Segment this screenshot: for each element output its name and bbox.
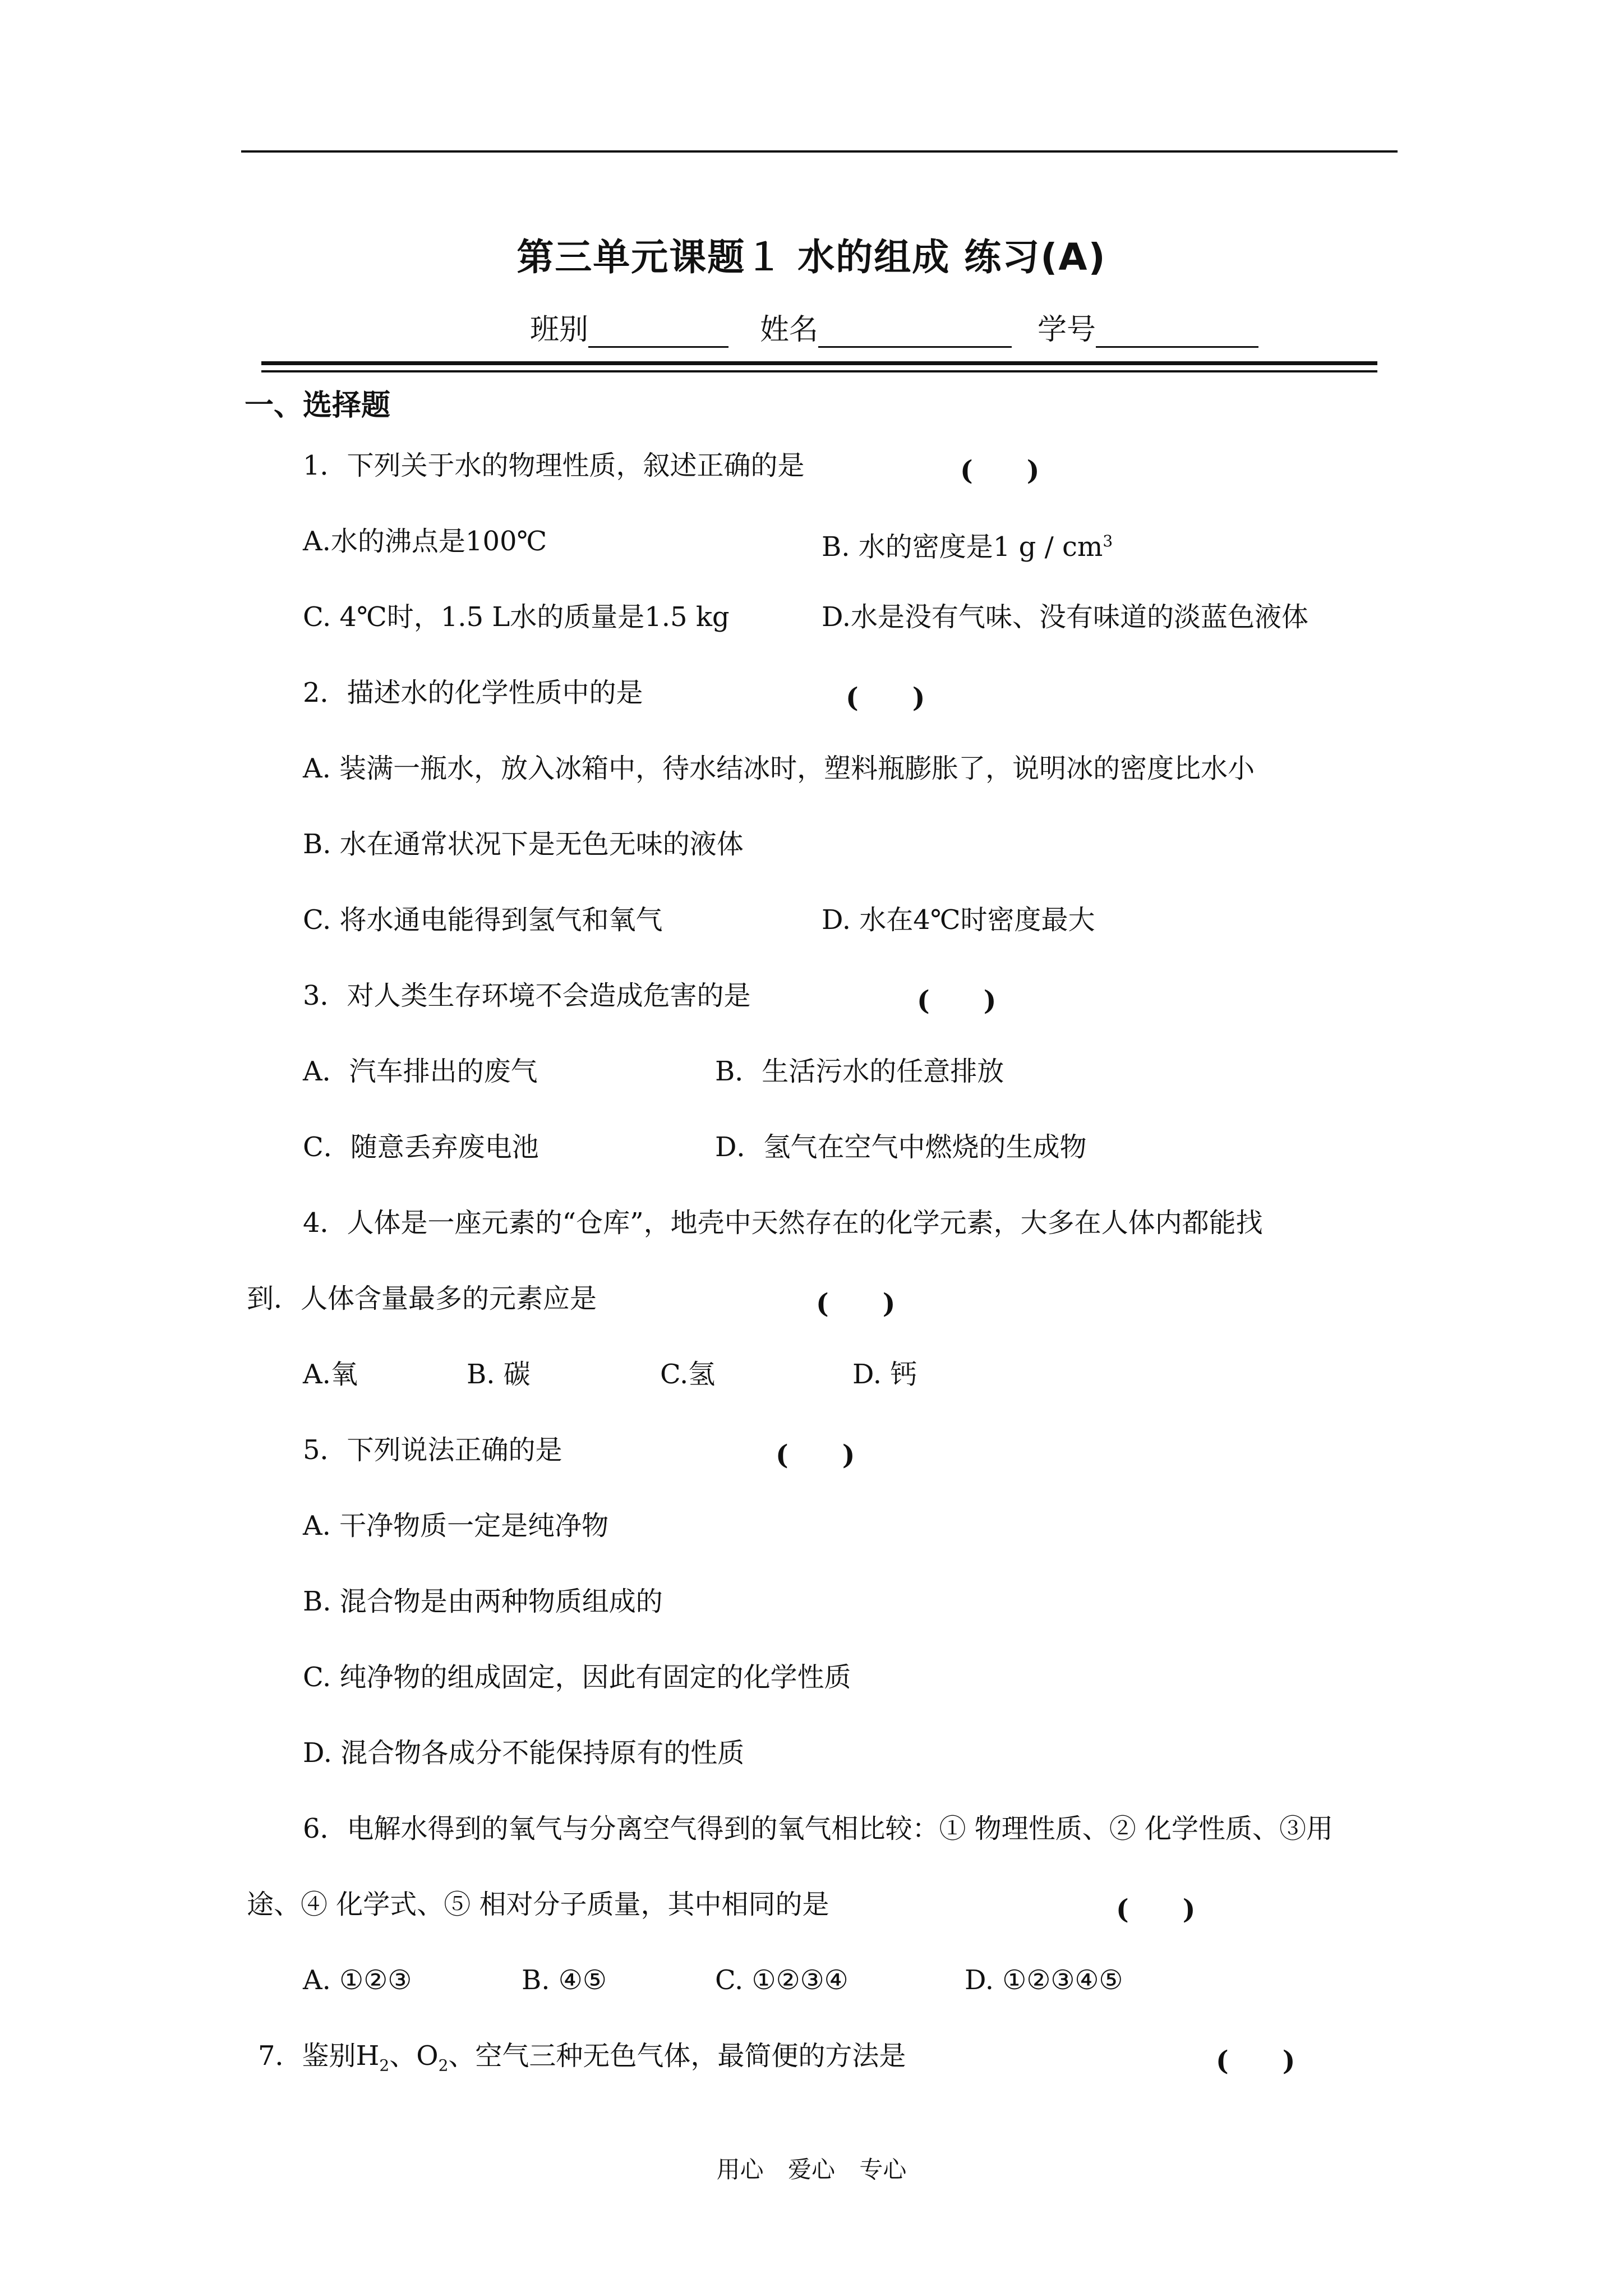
page-footer: 用心 爱心 专心 <box>716 2156 907 2183</box>
number-blank[interactable] <box>1096 314 1258 348</box>
class-label: 班别 <box>530 313 589 347</box>
question-3-option-c: C．随意丢弃废电池 <box>303 1131 539 1163</box>
class-blank[interactable] <box>588 314 728 348</box>
question-3-stem: 3．对人类生存环境不会造成危害的是 <box>303 980 751 1011</box>
question-5-answer-paren[interactable]: ( ) <box>776 1439 855 1471</box>
question-5-option-c: C. 纯净物的组成固定，因此有固定的化学性质 <box>303 1662 851 1693</box>
question-6-option-b: B. ④⑤ <box>522 1964 607 1996</box>
question-1-option-b: B. 水的密度是1 g / $cm^3$ <box>822 531 1113 563</box>
section-heading: 一、选择题 <box>245 388 391 422</box>
question-5-option-d: D. 混合物各成分不能保持原有的性质 <box>303 1737 745 1769</box>
name-field <box>760 306 1012 348</box>
name-label: 姓名 <box>760 313 819 347</box>
question-6-option-a: A. ①②③ <box>303 1964 412 1996</box>
question-5-stem: 5．下列说法正确的是 <box>303 1434 562 1466</box>
question-3-option-d: D．氢气在空气中燃烧的生成物 <box>715 1131 1087 1163</box>
question-6-stem: 6．电解水得到的氧气与分离空气得到的氧气相比较：① 物理性质、② 化学性质、③用 <box>303 1813 1334 1844</box>
question-7-answer-paren[interactable]: ( ) <box>1216 2045 1295 2077</box>
question-4-answer-paren[interactable]: ( ) <box>816 1288 896 1319</box>
question-1-option-c: C. 4℃时，1.5 L水的质量是1.5 kg <box>303 601 730 633</box>
question-2-answer-paren[interactable]: ( ) <box>846 682 925 714</box>
question-5-option-b: B. 混合物是由两种物质组成的 <box>303 1586 663 1617</box>
question-4-stem: 4．人体是一座元素的“仓库”，地壳中天然存在的化学元素，大多在人体内都能找 <box>303 1207 1263 1239</box>
question-1-answer-paren[interactable]: ( ) <box>960 455 1040 486</box>
question-4-option-b: B. 碳 <box>467 1359 531 1390</box>
question-3-option-b: B．生活污水的任意排放 <box>715 1056 1004 1087</box>
header-rule <box>241 150 1398 153</box>
question-2-option-c: C. 将水通电能得到氢气和氧气 <box>303 904 663 936</box>
question-6-answer-paren[interactable]: ( ) <box>1116 1894 1196 1925</box>
question-4-option-a: A.氧 <box>303 1359 358 1390</box>
question-4-stem-continued: 到．人体含量最多的元素应是 <box>247 1283 597 1314</box>
question-1-stem: 1．下列关于水的物理性质，叙述正确的是 <box>303 450 805 481</box>
question-3-option-a: A．汽车排出的废气 <box>303 1056 538 1087</box>
question-6-option-c: C. ①②③④ <box>715 1964 849 1996</box>
question-1-option-a: A.水的沸点是100℃ <box>303 526 547 557</box>
title-divider-thick <box>261 361 1377 365</box>
student-number-field <box>1038 306 1258 348</box>
question-2-option-a: A. 装满一瓶水，放入冰箱中，待水结冰时，塑料瓶膨胀了，说明冰的密度比水小 <box>303 753 1255 784</box>
question-7-stem: 7．鉴别$H_2$、$O_2$、空气三种无色气体，最简便的方法是 <box>258 2040 906 2075</box>
question-3-answer-paren[interactable]: ( ) <box>917 985 997 1016</box>
number-label: 学号 <box>1038 313 1096 347</box>
question-2-stem: 2．描述水的化学性质中的是 <box>303 677 643 708</box>
question-6-stem-continued: 途、④ 化学式、⑤ 相对分子质量，其中相同的是 <box>247 1889 829 1920</box>
question-2-option-d: D. 水在4℃时密度最大 <box>822 904 1095 936</box>
question-4-option-c: C.氢 <box>660 1359 716 1390</box>
question-2-option-b: B. 水在通常状况下是无色无味的液体 <box>303 829 744 860</box>
question-6-option-d: D. ①②③④⑤ <box>965 1964 1123 1996</box>
class-field <box>530 306 728 348</box>
page-title: 第三单元课题１ 水的组成 练习(A) <box>517 236 1106 279</box>
title-divider-thin <box>261 370 1377 372</box>
question-4-option-d: D. 钙 <box>852 1359 917 1390</box>
name-blank[interactable] <box>818 314 1012 348</box>
question-1-option-d: D.水是没有气味、没有味道的淡蓝色液体 <box>822 601 1309 633</box>
question-5-option-a: A. 干净物质一定是纯净物 <box>303 1510 609 1542</box>
